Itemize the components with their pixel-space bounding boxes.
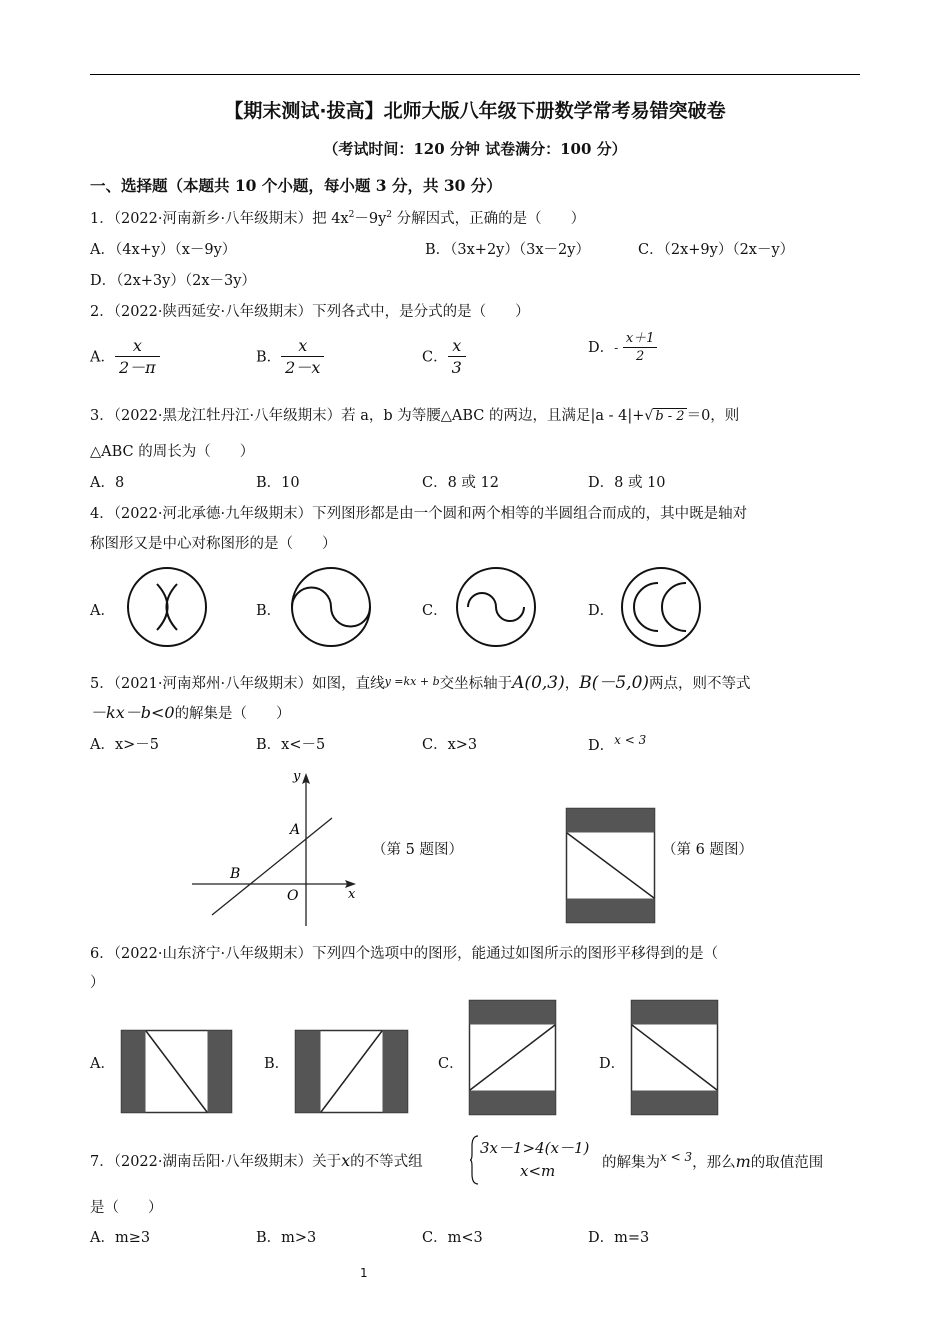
q5-option-c: C．x>3 [422, 737, 478, 753]
fraction: $\frac{x}{3}$ [448, 336, 466, 379]
sqrt-expression: b - 2 [655, 409, 685, 424]
header-rule [90, 74, 860, 75]
q5-stem: 5．（2021·河南郑州·八年级期末）如图，直线$^{y =kx + b}$交坐标轴于A(0,3)，B(－5,0)两点，则不等式 [90, 673, 751, 693]
q7-option-b: B．m>3 [256, 1230, 317, 1246]
point-label-a: A [290, 822, 301, 838]
q4-option-b: B． [256, 603, 282, 619]
point-label-b: B [230, 866, 241, 882]
q4-stem-2: 称图形又是中心对称图形的是（ ） [90, 536, 337, 552]
page-title: 【期末测试·拔高】北师大版八年级下册数学常考易错突破卷 [224, 100, 726, 122]
q6-figure [566, 808, 656, 924]
q6-option-c: C． [438, 1056, 464, 1072]
q5-option-b: B．x<－5 [256, 737, 326, 753]
q7-option-d: D．m=3 [588, 1230, 650, 1246]
q5-option-d: D．$^{x < 3}$ [588, 733, 647, 754]
q4-figure-a [126, 566, 210, 650]
q7-option-c: C．m<3 [422, 1230, 483, 1246]
section-heading: 一、选择题（本题共 10 个小题，每小题 3 分，共 30 分） [90, 176, 502, 195]
q3-option-b: B．10 [256, 475, 300, 491]
q4-figure-d [620, 566, 704, 650]
q7-option-a: A．m≥3 [90, 1230, 151, 1246]
fraction: $\frac{x}{2-\pi}$ [115, 336, 160, 379]
system-eq-1: 3x－1>4(x－1) [480, 1139, 590, 1157]
q6-figure-caption: （第 6 题图） [662, 842, 753, 858]
q1-option-b: B．（3x+2y）（3x－2y） [425, 242, 590, 258]
q6-option-d: D． [599, 1056, 626, 1072]
q5-figure-caption: （第 5 题图） [372, 842, 463, 858]
q6-figure-a [121, 1030, 233, 1114]
q6-option-b: B． [264, 1056, 290, 1072]
q4-figure-b [290, 566, 374, 650]
q1-stem: 1．（2022·河南新乡·八年级期末）把 $4x^2-9y^2$ 分解因式，正确的是（ ） [90, 210, 586, 227]
q5-option-a: A．x>－5 [90, 737, 160, 753]
q1-option-d: D．（2x+3y）（2x－3y） [90, 273, 256, 289]
q7-stem-cont: 的解集为$^{x < 3}$，那么m的取值范围 [602, 1150, 824, 1171]
q6-figure-c [469, 1000, 557, 1116]
q4-figure-c [455, 566, 539, 650]
q1-option-a: A．（4x+y）（x－9y） [90, 242, 237, 258]
q6-figure-d [631, 1000, 719, 1116]
system-eq-2: x<m [520, 1162, 556, 1180]
q3-option-d: D．8 或 10 [588, 475, 666, 491]
page-number: 1 [360, 1266, 368, 1280]
q7-stem: 7．（2022·湖南岳阳·八年级期末）关于x的不等式组 [90, 1151, 423, 1170]
axis-label-y: y [293, 769, 301, 784]
q4-option-c: C． [422, 603, 448, 619]
q5-graph [190, 768, 365, 928]
q6-stem-2: ） [90, 975, 105, 991]
q3-stem-2: △ABC 的周长为（ ） [90, 444, 255, 460]
q6-figure-b [295, 1030, 409, 1114]
origin-label: O [287, 888, 299, 904]
q6-option-a: A． [90, 1056, 115, 1072]
q4-option-d: D． [588, 603, 615, 619]
exam-info: （考试时间：120 分钟 试卷满分：100 分） [323, 140, 627, 158]
q2-option-c: C． $\frac{x}{3}$ [422, 336, 466, 379]
system-brace [470, 1134, 480, 1186]
q3-stem: 3．（2022·黑龙江牡丹江·八年级期末）若 a，b 为等腰△ABC 的两边，且满足|a - 4|+√ b - 2 ＝0，则 [90, 408, 740, 424]
q4-option-a: A． [90, 603, 115, 619]
q3-option-a: A．8 [90, 475, 125, 491]
q6-stem: 6．（2022·山东济宁·八年级期末）下列四个选项中的图形，能通过如图所示的图形平移得到的是（ [90, 946, 719, 962]
q3-option-c: C．8 或 12 [422, 475, 499, 491]
q2-option-a: A． $\frac{x}{2-\pi}$ [90, 336, 160, 379]
q2-stem: 2．（2022·陕西延安·八年级期末）下列各式中，是分式的是（ ） [90, 304, 530, 320]
q2-option-b: B． $\frac{x}{2-x}$ [256, 336, 324, 379]
q5-stem-2: －kx－b<0的解集是（ ） [90, 703, 291, 722]
q2-option-d: D．- $\frac{x+1}{2}$ [588, 330, 657, 366]
fraction: $\frac{x}{2-x}$ [281, 336, 324, 379]
q7-stem-2: 是（ ） [90, 1200, 163, 1216]
fraction: $\frac{x+1}{2}$ [623, 330, 658, 366]
axis-label-x: x [348, 887, 356, 902]
q4-stem: 4．（2022·河北承德·九年级期末）下列图形都是由一个圆和两个相等的半圆组合而成的，其中既是轴对 [90, 506, 748, 522]
q1-option-c: C．（2x+9y）（2x－y） [638, 242, 795, 258]
